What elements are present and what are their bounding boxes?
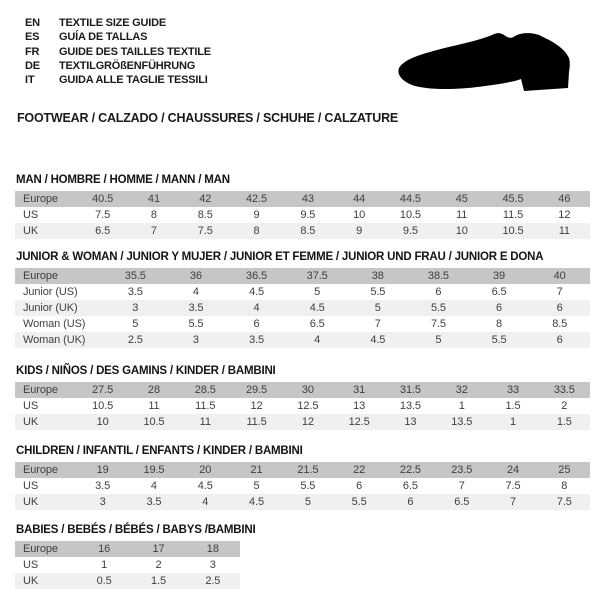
size-value: 1.5	[505, 400, 521, 412]
size-value: 38.5	[427, 270, 449, 282]
size-value: 10.5	[502, 225, 524, 237]
size-value: 22.5	[399, 464, 421, 476]
size-value: 2.5	[127, 334, 143, 346]
table-row-europe	[15, 191, 590, 207]
size-value: 7.5	[556, 496, 572, 508]
language-row-fr	[25, 45, 211, 59]
size-value: 37.5	[306, 270, 328, 282]
size-value: 46	[558, 193, 571, 205]
size-value: 7	[556, 286, 563, 298]
size-value: 19.5	[143, 464, 165, 476]
size-value: 5	[314, 286, 321, 298]
size-section-kids	[15, 364, 590, 430]
size-value: 8	[253, 225, 260, 237]
language-code: EN	[25, 17, 40, 29]
row-label: Europe	[23, 464, 58, 476]
size-value: 13.5	[451, 416, 473, 428]
size-value: 7	[374, 318, 381, 330]
size-value: 21.5	[297, 464, 319, 476]
size-value: 38	[371, 270, 384, 282]
size-value: 6.5	[402, 480, 418, 492]
size-value: 45	[455, 193, 468, 205]
size-section-man	[15, 173, 590, 239]
size-value: 6	[556, 334, 563, 346]
table-row-woman-uk-	[15, 332, 590, 348]
language-row-es	[25, 30, 211, 44]
language-label: GUÍA DE TALLAS	[59, 31, 148, 44]
size-value: 6	[253, 318, 260, 330]
size-value: 4	[192, 286, 199, 298]
size-value: 4	[150, 480, 157, 492]
size-value: 32	[455, 384, 468, 396]
section-title: KIDS / NIÑOS / DES GAMINS / KINDER / BAMBINI	[16, 365, 276, 377]
size-value: 1.5	[150, 575, 166, 587]
size-value: 12.5	[297, 400, 319, 412]
size-value: 5	[435, 334, 442, 346]
row-label: UK	[23, 225, 39, 237]
row-label: US	[23, 480, 39, 492]
row-label: US	[23, 400, 39, 412]
size-value: 4	[314, 334, 321, 346]
size-value: 3	[192, 334, 199, 346]
table-row-us	[15, 478, 590, 494]
size-value: 5	[253, 480, 260, 492]
language-label: GUIDE DES TAILLES TEXTILE	[59, 45, 211, 58]
size-value: 3.5	[188, 302, 204, 314]
size-value: 4.5	[309, 302, 325, 314]
table-row-europe	[15, 268, 590, 284]
size-value: 10	[96, 416, 109, 428]
size-value: 7.5	[197, 225, 213, 237]
size-value: 9.5	[402, 225, 418, 237]
size-value: 36.5	[246, 270, 268, 282]
section-title: JUNIOR & WOMAN / JUNIOR Y MUJER / JUNIOR ET FEMME / JUNIOR UND FRAU / JUNIOR E DONA	[16, 251, 544, 263]
size-value: 44.5	[399, 193, 421, 205]
row-label: Woman (US)	[23, 318, 86, 330]
language-row-de	[25, 59, 211, 73]
language-code: DE	[25, 59, 40, 72]
size-value: 5	[304, 496, 311, 508]
row-label: Junior (US)	[23, 286, 78, 298]
size-value: 2.5	[205, 575, 221, 587]
size-value: 11.5	[502, 209, 524, 221]
size-value: 27.5	[92, 384, 114, 396]
row-label: Woman (UK)	[23, 334, 86, 346]
size-value: 6	[496, 302, 503, 314]
size-value: 7.5	[430, 318, 446, 330]
size-value: 6.5	[491, 286, 507, 298]
size-value: 30	[301, 384, 314, 396]
size-value: 1.5	[556, 416, 572, 428]
size-value: 40.5	[92, 193, 114, 205]
size-value: 2	[155, 559, 162, 571]
size-value: 9	[253, 209, 260, 221]
size-value: 10.5	[92, 400, 114, 412]
dress-shoe-icon	[380, 4, 600, 114]
size-value: 4.5	[197, 480, 213, 492]
size-value: 17	[152, 543, 165, 555]
size-value: 3	[209, 559, 216, 571]
size-value: 5.5	[351, 496, 367, 508]
size-value: 8.5	[300, 225, 316, 237]
size-table	[15, 382, 590, 430]
size-value: 3.5	[127, 286, 143, 298]
size-section-babies	[15, 523, 590, 589]
language-code: FR	[25, 45, 40, 58]
table-row-uk	[15, 414, 590, 430]
size-value: 3	[99, 496, 106, 508]
size-value: 9	[356, 225, 363, 237]
size-value: 25	[558, 464, 571, 476]
language-label: TEXTILE SIZE GUIDE	[59, 17, 167, 29]
size-value: 4	[253, 302, 260, 314]
size-value: 12	[558, 209, 571, 221]
size-value: 11	[456, 209, 468, 221]
size-table	[15, 541, 240, 589]
size-value: 7.5	[505, 480, 521, 492]
size-value: 12	[301, 416, 314, 428]
size-value: 7.5	[95, 209, 111, 221]
row-label: Europe	[23, 270, 58, 282]
size-value: 43	[301, 193, 314, 205]
size-value: 7	[150, 225, 157, 237]
size-value: 11	[558, 225, 570, 237]
size-value: 6	[356, 480, 363, 492]
row-label: US	[23, 559, 39, 571]
size-value: 8.5	[552, 318, 568, 330]
row-label: Europe	[23, 193, 58, 205]
size-value: 4	[202, 496, 209, 508]
size-value: 8	[150, 209, 157, 221]
size-table	[15, 268, 590, 348]
size-value: 1	[510, 416, 517, 428]
size-value: 5.5	[370, 286, 386, 298]
size-value: 5	[132, 318, 139, 330]
size-value: 39	[493, 270, 506, 282]
size-value: 11.5	[246, 416, 267, 428]
size-table	[15, 462, 590, 510]
size-value: 6	[435, 286, 442, 298]
table-row-us	[15, 207, 590, 223]
size-value: 31.5	[399, 384, 421, 396]
language-code: ES	[25, 31, 40, 44]
size-value: 19	[96, 464, 109, 476]
table-row-junior-us-	[15, 284, 590, 300]
size-value: 40	[553, 270, 566, 282]
size-value: 36	[189, 270, 202, 282]
size-value: 3	[132, 302, 139, 314]
table-row-uk	[15, 573, 240, 589]
size-section-junior	[15, 250, 590, 348]
size-value: 29.5	[246, 384, 268, 396]
section-title: MAN / HOMBRE / HOMME / MANN / MAN	[16, 174, 230, 186]
size-value: 10	[353, 209, 366, 221]
size-value: 6	[556, 302, 563, 314]
size-value: 3.5	[95, 480, 111, 492]
row-label: UK	[23, 416, 39, 428]
size-value: 7	[510, 496, 517, 508]
size-value: 6.5	[454, 496, 470, 508]
row-label: Europe	[23, 543, 58, 555]
size-value: 28	[147, 384, 160, 396]
size-value: 2	[561, 400, 568, 412]
size-value: 5.5	[491, 334, 507, 346]
size-value: 3.5	[249, 334, 265, 346]
language-row-it	[25, 73, 211, 87]
size-value: 3.5	[146, 496, 162, 508]
language-code: IT	[25, 74, 35, 87]
size-value: 9.5	[300, 209, 316, 221]
table-row-woman-us-	[15, 316, 590, 332]
size-value: 4.5	[249, 496, 265, 508]
language-list	[25, 16, 211, 87]
table-row-europe	[15, 462, 590, 478]
size-value: 10	[455, 225, 468, 237]
size-value: 10.5	[143, 416, 165, 428]
size-value: 5.5	[188, 318, 204, 330]
size-value: 42.5	[246, 193, 268, 205]
size-value: 1	[458, 400, 465, 412]
size-value: 33.5	[553, 384, 575, 396]
size-value: 44	[353, 193, 366, 205]
table-row-uk	[15, 494, 590, 510]
size-value: 1	[101, 559, 108, 571]
size-value: 11	[199, 416, 211, 428]
size-table	[15, 191, 590, 239]
size-value: 13	[404, 416, 417, 428]
language-label: GUIDA ALLE TAGLIE TESSILI	[59, 74, 208, 87]
table-row-us	[15, 398, 590, 414]
size-value: 4.5	[370, 334, 386, 346]
language-label: TEXTILGRÖßENFÜHRUNG	[59, 59, 196, 72]
table-row-uk	[15, 223, 590, 239]
size-value: 13.5	[399, 400, 421, 412]
size-value: 8	[496, 318, 503, 330]
size-section-children	[15, 444, 590, 510]
row-label: UK	[23, 575, 39, 587]
size-value: 41	[147, 193, 160, 205]
size-value: 8	[561, 480, 568, 492]
size-value: 12.5	[348, 416, 370, 428]
size-value: 5.5	[300, 480, 316, 492]
size-value: 12	[250, 400, 263, 412]
size-value: 7	[458, 480, 465, 492]
size-value: 5	[374, 302, 381, 314]
table-row-junior-uk-	[15, 300, 590, 316]
size-value: 6	[407, 496, 414, 508]
table-row-us	[15, 557, 240, 573]
size-value: 35.5	[124, 270, 146, 282]
size-value: 28.5	[194, 384, 216, 396]
category-heading: FOOTWEAR / CALZADO / CHAUSSURES / SCHUHE / CALZATURE	[17, 111, 399, 125]
size-value: 20	[199, 464, 212, 476]
size-value: 11	[148, 400, 160, 412]
size-value: 22	[353, 464, 366, 476]
size-value: 42	[199, 193, 212, 205]
row-label: US	[23, 209, 39, 221]
size-value: 4.5	[249, 286, 265, 298]
size-value: 5.5	[430, 302, 446, 314]
size-value: 31	[353, 384, 366, 396]
size-value: 33	[507, 384, 520, 396]
size-value: 6.5	[95, 225, 111, 237]
size-value: 24	[507, 464, 520, 476]
section-title: BABIES / BEBÉS / BÉBÉS / BABYS /BAMBINI	[16, 524, 256, 536]
size-value: 21	[250, 464, 263, 476]
size-value: 16	[98, 543, 111, 555]
row-label: Junior (UK)	[23, 302, 78, 314]
size-value: 8.5	[197, 209, 213, 221]
size-value: 13	[353, 400, 366, 412]
section-title: CHILDREN / INFANTIL / ENFANTS / KINDER / BAMBINI	[16, 445, 303, 457]
size-value: 45.5	[502, 193, 524, 205]
size-value: 0.5	[96, 575, 112, 587]
row-label: UK	[23, 496, 39, 508]
size-value: 11.5	[195, 400, 216, 412]
row-label: Europe	[23, 384, 58, 396]
table-row-europe	[15, 541, 240, 557]
table-row-europe	[15, 382, 590, 398]
size-value: 10.5	[399, 209, 421, 221]
size-value: 6.5	[309, 318, 325, 330]
size-value: 23.5	[451, 464, 473, 476]
language-row-en	[25, 16, 211, 30]
size-value: 18	[206, 543, 219, 555]
